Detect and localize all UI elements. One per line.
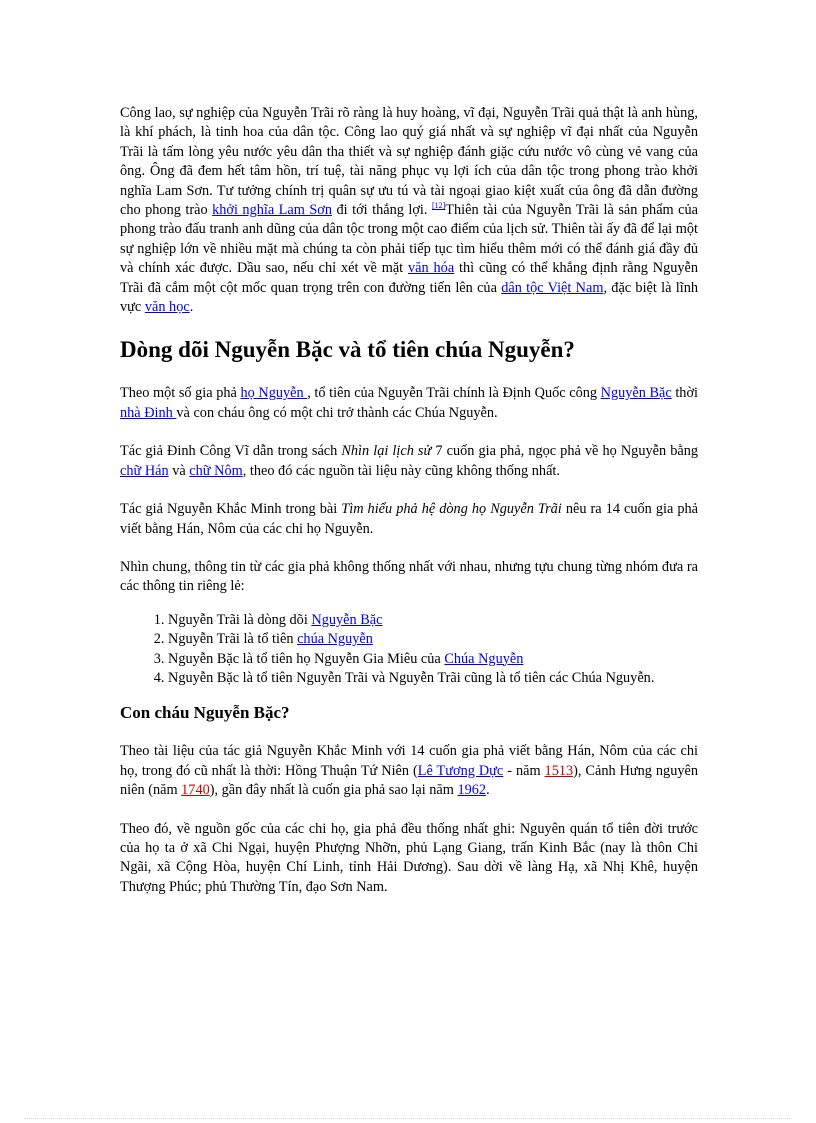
- text: Thiên tài của Nguyễn Trãi là sản phẩm của phong trào đấu tranh anh dũng của dân tộc trong một cao điểm của lịch sử. Thiên tài ấy đã để lại một sự nghiệp lớn về nhiều mặt mà chúng ta còn phải tiếp tục tìm hiểu thêm mới có thể đánh giá đầy đủ và chính xác được. Dầu sao, nếu chỉ xét về mặt: [120, 202, 698, 277]
- list-item: [168, 669, 698, 688]
- text: ), gần đây nhất là cuốn gia phả sao lại năm: [209, 782, 458, 799]
- text: Tác giả Nguyễn Khắc Minh trong bài: [120, 501, 342, 518]
- reference-12[interactable]: [12]: [431, 201, 446, 211]
- text: Nguyễn Trãi là tổ tiên: [168, 631, 298, 648]
- list-item: [168, 630, 698, 649]
- text: Theo tài liệu của tác giả Nguyễn Khắc Minh với 14 cuốn gia phả viết bằng Hán, Nôm của các chi họ, trong đó cũ nhất là thời: Hồng Thuận Tứ Niên (: [120, 743, 698, 779]
- link-van-hoa[interactable]: văn hóa: [408, 260, 455, 277]
- text: đi tới thắng lợi.: [332, 202, 432, 219]
- link-1740[interactable]: 1740: [181, 782, 210, 799]
- text: và con cháu ông có một chi trở thành các Chúa Nguyễn.: [176, 404, 498, 421]
- page-bottom-divider: [24, 1118, 792, 1119]
- text: 7 cuốn gia phả, ngọc phả về họ Nguyễn bằng: [431, 443, 698, 460]
- text: , theo đó các nguồn tài liệu này cũng không thống nhất.: [242, 462, 560, 479]
- link-1962[interactable]: 1962: [457, 782, 487, 799]
- link-nguyen-bac[interactable]: Nguyễn Bặc: [600, 385, 672, 402]
- document-body: [120, 104, 698, 916]
- ordered-list: [120, 611, 698, 689]
- link-chua-nguyen-2[interactable]: Chúa Nguyễn: [444, 650, 524, 667]
- paragraph-nguon-goc: Theo đó, về nguồn gốc của các chi họ, gia phả đều thống nhất ghi: Nguyên quán tổ tiên đời trước của họ ta ở xã Chi Ngại, huyện Phượng Nhỡn, phủ Lạng Giang, trấn Kinh Bắc (nay là thôn Chi Ngãi, xã Cộng Hòa, huyện Chí Linh, tỉnh Hải Dương). Sau dời về làng Hạ, xã Nhị Khê, huyện Thượng Phúc; phủ Thường Tín, đạo Sơn Nam.: [120, 820, 698, 895]
- intro-paragraph: [120, 104, 698, 317]
- paragraph-dinh-cong-vi: [120, 442, 698, 481]
- text: thời: [671, 385, 698, 402]
- section-heading-con-chau: Con cháu Nguyễn Bặc?: [120, 703, 290, 723]
- text: Tác giả Đinh Công Vĩ dẫn trong sách: [120, 443, 342, 460]
- text: ), Cảnh Hưng nguyên niên (năm: [120, 762, 698, 799]
- text: , tổ tiên của Nguyễn Trãi chính là Định Quốc công: [307, 385, 601, 402]
- text: Công lao, sự nghiệp của Nguyễn Trãi rõ ràng là huy hoàng, vĩ đại, Nguyễn Trãi quả thật là anh hùng, là khí phách, là tinh hoa của dân tộc. Công lao quý giá nhất và sự nghiệp vĩ đại nhất của Nguyễn Trãi là tấm lòng yêu nước yêu dân tha thiết và sự nghiệp đánh giặc cứu nước vô cùng vẻ vang của ông. Ông đã đem hết tâm hồn, trí tuệ, tài năng phục vụ lợi ích của dân tộc trong phong trào khởi nghĩa Lam Sơn. Tư tưởng chính trị quân sự ưu tú và tài ngoại giao kiệt xuất của ông đã dẫn đường cho phong trào: [120, 105, 698, 219]
- link-chu-nom[interactable]: chữ Nôm: [189, 462, 243, 479]
- text: và: [168, 462, 190, 479]
- link-1513[interactable]: 1513: [544, 762, 574, 779]
- text: .: [189, 299, 194, 316]
- text: nêu ra 14 cuốn gia phả viết bằng Hán, Nôm của các chi họ Nguyễn.: [120, 501, 699, 537]
- section-heading-dong-doi: Dòng dõi Nguyễn Bặc và tổ tiên chúa Nguyễn?: [120, 337, 575, 363]
- book-title: Nhìn lại lịch sử: [341, 443, 432, 460]
- link-chu-han[interactable]: chữ Hán: [120, 462, 169, 479]
- list-item: [168, 611, 698, 630]
- text: Nguyễn Bặc là tổ tiên họ Nguyễn Gia Miêu của: [168, 650, 445, 667]
- text: , đặc biệt là lĩnh vực: [120, 279, 698, 316]
- link-khoi-nghia-lam-son[interactable]: khởi nghĩa Lam Sơn: [212, 202, 333, 219]
- text: - năm: [503, 762, 545, 779]
- paragraph-gia-pha: [120, 384, 698, 423]
- link-nguyen-bac-list[interactable]: Nguyễn Bặc: [311, 611, 383, 628]
- link-nha-dinh[interactable]: nhà Đinh: [120, 404, 177, 421]
- paragraph-nguyen-khac-minh: [120, 500, 698, 539]
- text: Nguyễn Trãi là dòng dõi: [168, 611, 312, 628]
- text: .: [486, 782, 490, 799]
- article-title: Tìm hiểu phả hệ dòng họ Nguyễn Trãi: [341, 501, 562, 518]
- link-ho-nguyen[interactable]: họ Nguyễn: [240, 385, 308, 402]
- paragraph-nhin-chung: Nhìn chung, thông tin từ các gia phả không thống nhất với nhau, nhưng tựu chung từng nhóm đưa ra các thông tin riêng lẻ:: [120, 558, 698, 595]
- paragraph-tai-lieu: [120, 742, 698, 800]
- list-item: [168, 650, 698, 669]
- text: Theo một số gia phả: [120, 385, 241, 402]
- text: thì cũng có thể khẳng định rằng Nguyễn Trãi đã cắm một cột mốc quan trọng trên con đường tiến lên của: [120, 260, 699, 296]
- link-dan-toc-viet-nam[interactable]: dân tộc Việt Nam: [501, 279, 604, 296]
- text: Nguyễn Bặc là tổ tiên Nguyễn Trãi và Nguyễn Trãi cũng là tổ tiên các Chúa Nguyễn.: [168, 669, 655, 686]
- link-le-tuong-duc[interactable]: Lê Tương Dực: [417, 762, 504, 779]
- link-van-hoc[interactable]: văn học: [144, 299, 190, 316]
- link-chua-nguyen[interactable]: chúa Nguyễn: [297, 631, 373, 648]
